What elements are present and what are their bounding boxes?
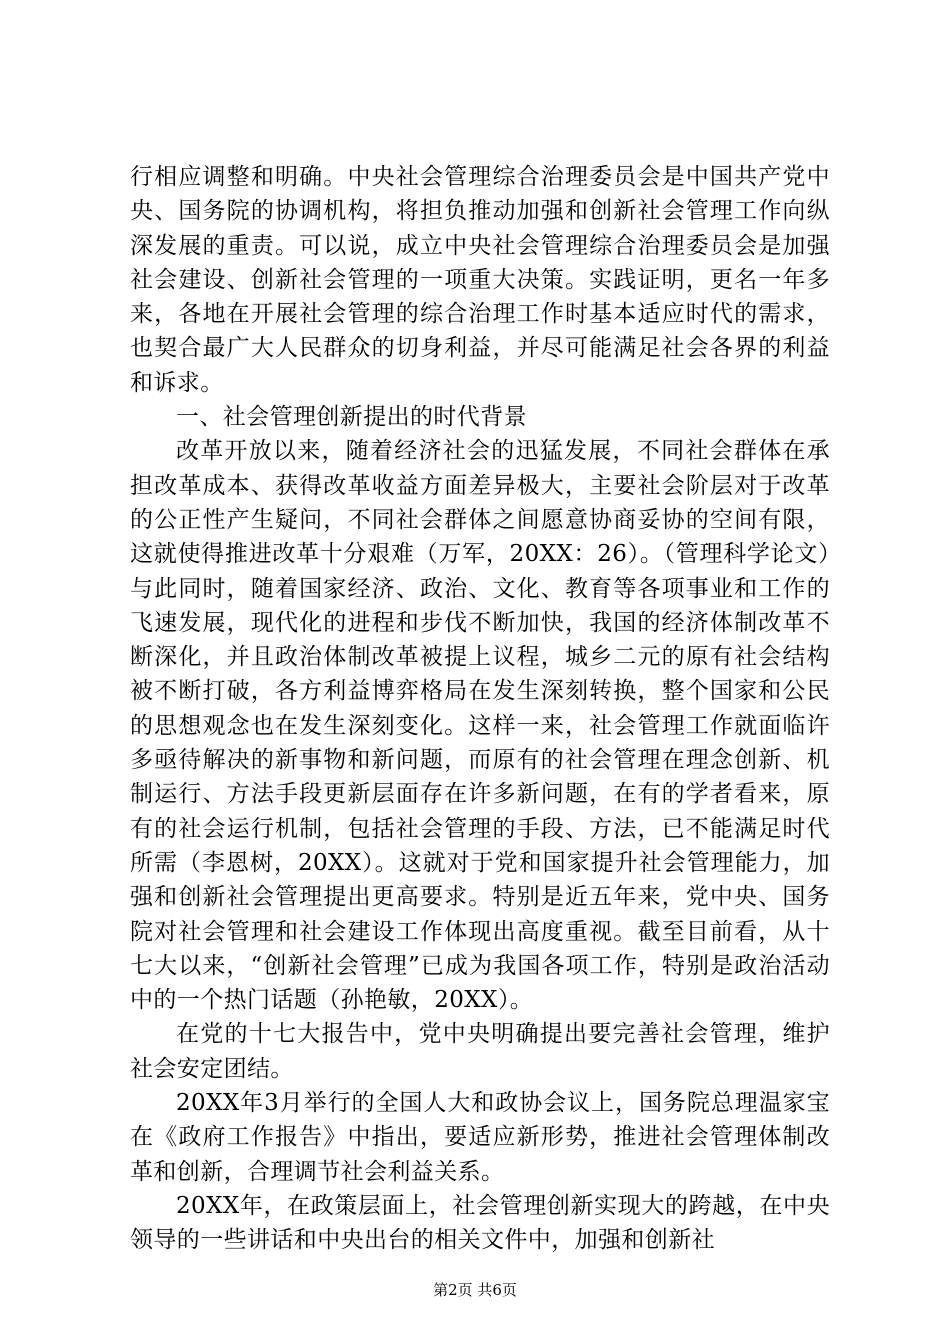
paragraph-background: 改革开放以来，随着经济社会的迅猛发展，不同社会群体在承担改革成本、获得改革收益方面差异极大，主要社会阶层对于改革的公正性产生疑问，不同社会群体之间愿意协商妥协的空间有限，这就使得推进改革十分艰难（万军，20XX：26）。（管理科学论文）与此同时，随着国家经济、政治、文化、教育等各项事业和工作的飞速发展，现代化的进程和步伐不断加快，我国的经济体制改革不断深化，并且政治体制改革被提上议程，城乡二元的原有社会结构被不断打破，各方利益博弈格局在发生深刻转换，整个国家和公民的思想观念也在发生深刻变化。这样一来，社会管理工作就面临许多亟待解决的新事物和新问题，而原有的社会管理在理念创新、机制运行、方法手段更新层面存在许多新问题，在有的学者看来，原有的社会运行机制，包括社会管理的手段、方法，已不能满足时代所需（李恩树，20XX）。这就对于党和国家提升社会管理能力，加强和创新社会管理提出更高要求。特别是近五年来，党中央、国务院对社会管理和社会建设工作体现出高度重视。截至目前看，从十七大以来，“创新社会管理”已成为我国各项工作，特别是政治活动中的一个热门话题（孙艳敏，20XX）。 [130,438,830,1014]
page-footer: 第2页 共6页 [433,1281,517,1299]
paragraph-policy-level: 20XX年，在政策层面上，社会管理创新实现大的跨越，在中央领导的一些讲话和中央出台的相关文件中，加强和创新社 [130,1192,830,1254]
paragraph-seventeenth-congress: 在党的十七大报告中，党中央明确提出要完善社会管理，维护社会安定团结。 [130,1021,830,1082]
section-heading: 一、社会管理创新提出的时代背景 [176,404,527,431]
paragraph-continuation: 行相应调整和明确。中央社会管理综合治理委员会是中国共产党中央、国务院的协调机构，将担负推动加强和创新社会管理工作向纵深发展的重责。可以说，成立中央社会管理综合治理委员会是加强社会建设、创新社会管理的一项重大决策。实践证明，更名一年多来，各地在开展社会管理的综合治理工作时基本适应时代的需求，也契合最广大人民群众的切身利益，并尽可能满足社会各界的利益和诉求。 [130,164,830,396]
body-text [130,160,830,1258]
paragraph-government-report: 20XX年3月举行的全国人大和政协会议上，国务院总理温家宝在《政府工作报告》中指出，要适应新形势，推进社会管理体制改革和创新，合理调节社会利益关系。 [130,1090,830,1185]
